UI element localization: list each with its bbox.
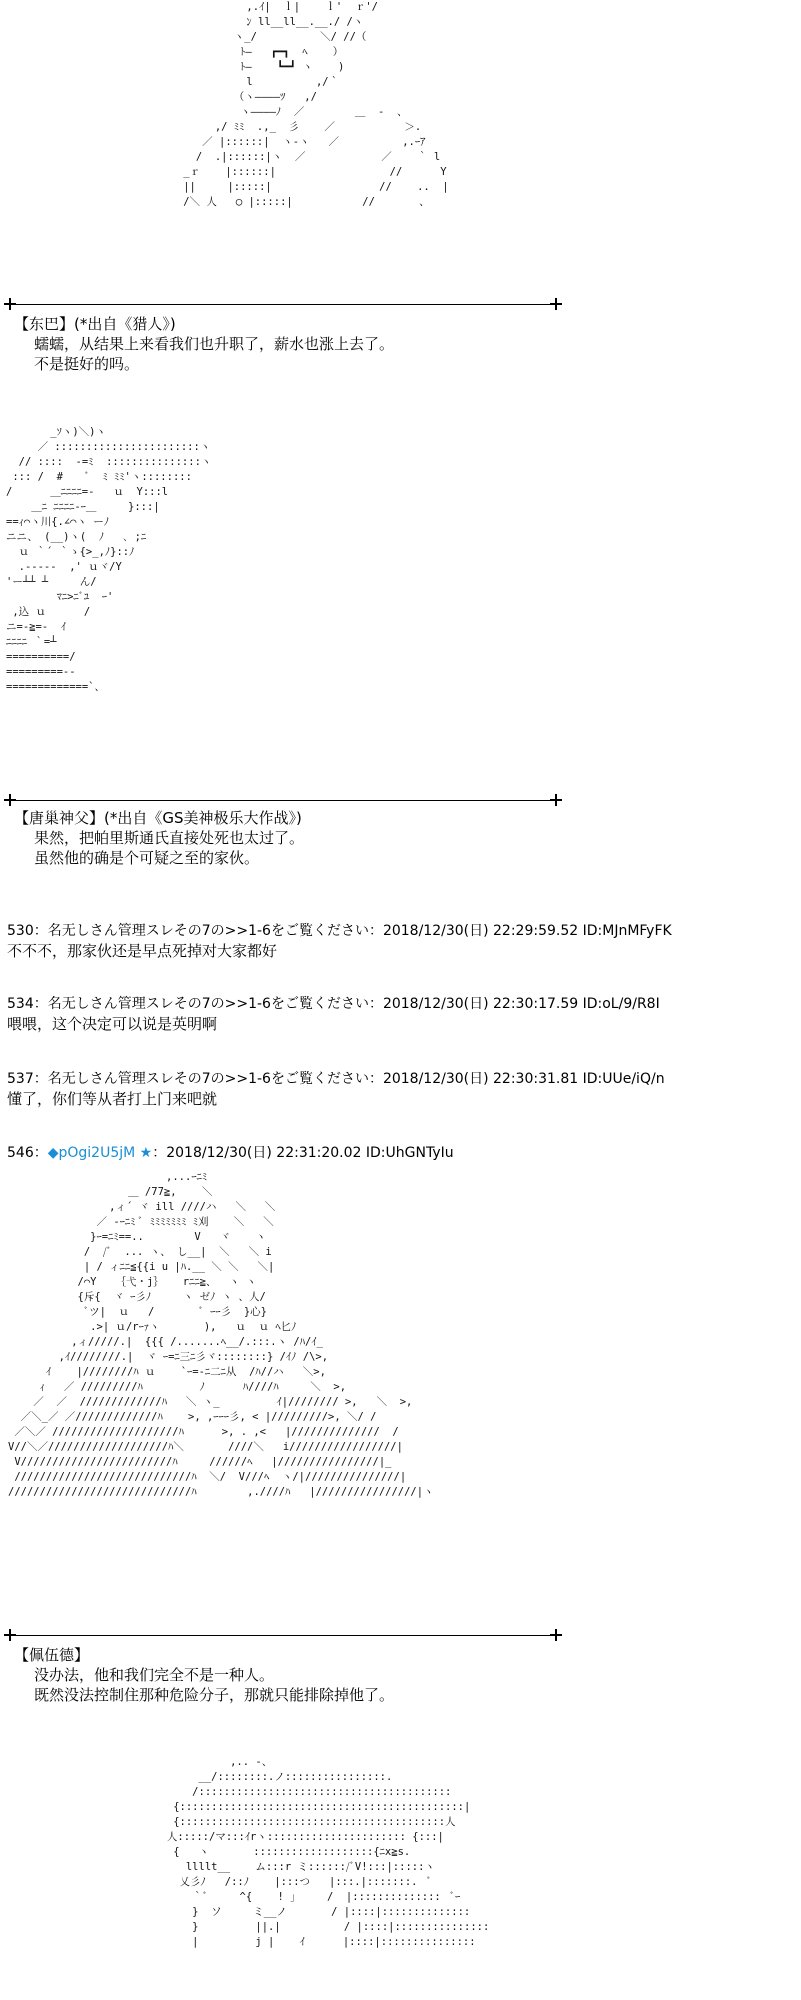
caption-dongba bbox=[14, 314, 394, 374]
caption-line: 没办法，他和我们完全不是一种人。 bbox=[34, 1666, 275, 1684]
divider-line bbox=[10, 800, 560, 801]
caption-speaker: 【唐巢神父】(*出自《GS美神极乐大作战》) bbox=[14, 809, 302, 827]
caption-line: 既然没法控制住那种危险分子，那就只能排除掉他了。 bbox=[34, 1686, 395, 1704]
caption-speaker: 【佩伍德】 bbox=[14, 1646, 90, 1664]
op-post-header bbox=[7, 1144, 454, 1162]
post-body: 懂了，你们等从者打上门来吧就 bbox=[7, 1090, 218, 1108]
caption-line: 果然，把帕里斯通氏直接处死也太过了。 bbox=[34, 829, 305, 847]
post-meta: ：2018/12/30(日) 22:31:20.02 ID:UhGNTyIu bbox=[152, 1145, 454, 1161]
ascii-art-figure: ,.. -、 __/::::::::.ノ::::::::::::::::. /:::::::::::::::::::::::::::::::::::::::: {:::::::::::::::::::::::::::::::::::::::::::::| {::::::::::::::::::::::::::::::::::::::::::人 人:::::/マ:::ｲrヽ:::::::::::::::::::::: {:::| { ヽ :::::::::::::::::::{ﾆx≧s. llllt__ ム:::r ミ::::::/ﾞV!:::|:::::ヽ 乂彡ﾉ /::ﾉ |:::つ |:::.|:::::::. ﾞ ｀ﾞ ^{ ! ｣ / |:::::::::::::: ﾞｰ } ソ ミ__ノ / |::::|:::::::::::::: } ||.| / |::::|::::::::::::::: | j | ｲ |::::|::::::::::::::: bbox=[166, 1756, 490, 1948]
divider-cross-right bbox=[550, 298, 562, 310]
divider-line bbox=[10, 1635, 560, 1636]
caption-line: 虽然他的确是个可疑之至的家伙。 bbox=[34, 849, 260, 867]
post-number: 546： bbox=[7, 1145, 48, 1161]
ascii-art-pewood: ,...ｰﾆﾐ ＿ /77≧, ＼ ,ィ´ ヾ ill ////ハ ＼ ＼ ／ -ｰﾆﾐ ﾞ ﾐﾐﾐﾐﾐﾐﾐ ﾐ刈 ＼ ＼ }ｰ=ﾆﾐ==.. V ヾ ヽ / /ﾞ ... ヽ、 し__| ＼ ＼ i | / ィﾆﾆ≦{{i u |ﾊ.__ ＼ ＼ ＼| /⌒Y ｛弋・j｝ rﾆﾆ≧、 ヽ ヽ {斥{ ヾ ｰ彡ﾉ ヽ ゼﾉ ヽ 、人/ ﾞツ| ｕ / ﾞ ｰｰ彡 }心} .>| ｕ/rｰｧヽ ), ｕ ｕ ﾍ匕ﾉ ,ィ/////.| {{{ /.......ﾍ__/.:::.ヽ /ﾊ/ｲ_ ,ｲ////////.| ヾ ｰ=ﾆ三ﾆ彡ヾ::::::::} /ｲﾉ /\>, ｲ |////////ﾊ ｕ `ｰ=-ﾆ二ﾆ从 /ﾊ//ハ ＼>, ｨ ／ /////////ﾊ ﾉ ﾊ////ﾊ ＼ >, ／ ／ /////////////ﾊ ＼ ヽ_ ｲ|//////// >, ＼ >, ／＼_／ ／/////////////ﾊ >, ,ｰｰｰ彡, < |/////////>, ＼/ / ／＼／ ////////////////////ﾊ >, . ,< |////////////// / V//＼／///////////////////ﾊ＼ ////＼ i/////////////////| V////////////////////////ﾊ //////ﾍ |////////////////|_ ////////////////////////////ﾊ ＼/ V///ﾍ ヽ/|///////////////| /////////////////////////////ﾊ ,.////ﾊ |////////////////|ヽ bbox=[8, 1171, 434, 1498]
divider-line bbox=[10, 304, 560, 305]
caption-priest bbox=[14, 808, 304, 868]
post-header: 534：名无しさん管理スレその7の>>1-6をご覧ください：2018/12/30(日) 22:30:17.59 ID:oL/9/R8I bbox=[7, 996, 660, 1012]
caption-speaker: 【东巴】(*出自《猎人》) bbox=[14, 315, 176, 333]
divider-cross-left bbox=[4, 298, 16, 310]
ascii-art-dongba: ,.ｲ| ｌ| ｌ' ｒ'/ ﾝ ll__ll__.__./ /ヽ ヽ_/ ＼/ //（ ﾄ― ┏━┓ ﾍ ） ﾄ― ┗━┛ ヽ ) l ,/｀ （ヽ――――ﾂ ,/ ヽ――――ﾉ ／ ＿ - 、 ,/ ﾐﾐ .,_ 彡 ／ ＞. ／ |::::::| ヽ-ヽ ／ ,.ｰｱ / .|::::::|ヽ ／ ／ ｀ l _ｒ |::::::| // Y || |:::::| // .. | /＼ 人 ◯ |:::::| // 、 bbox=[183, 1, 449, 208]
tripcode-link[interactable]: ◆pOgi2U5jM bbox=[47, 1145, 136, 1161]
divider-cross-left bbox=[4, 1629, 16, 1641]
post-header: 530：名无しさん管理スレその7の>>1-6をご覧ください：2018/12/30(日) 22:29:59.52 ID:MJnMFyFK bbox=[7, 923, 672, 939]
ascii-art-priest: _ｿヽ)＼)ヽ ／ :::::::::::::::::::::::ヽ // :::: -=ﾐ :::::::::::::::ヽ ::: / # ﾞ ﾐ ﾐﾐ'ヽ:::::::: / ＿ﾆﾆﾆﾆ=- ｕ Y:::l ＿ﾆ ﾆﾆﾆﾆ-ｰ＿ }:::| ==ｨ⌒ヽ川{.∠⌒ヽ ーﾉ ニニ、 (__)ヽ( ﾉ ､ ;ﾆ ｕ ｀´ ｀ゝ{>_,ﾉ}::ﾉ .----- ,' ｕヾ/Y 'ー┴┴ ┴ ん/ ﾏﾆ>ﾆﾞﾕ ｰ' ,込 ｕ / ニ=-≧=- ｲ ﾆﾆﾆﾆ ｀=┴ ==========/ =========-- =============`、 bbox=[6, 426, 212, 693]
post-body: 喂喂，这个决定可以说是英明啊 bbox=[7, 1015, 218, 1033]
divider-cross-right bbox=[550, 1629, 562, 1641]
caption-pewood bbox=[14, 1645, 394, 1705]
divider-cross-left bbox=[4, 794, 16, 806]
post-header: 537：名无しさん管理スレその7の>>1-6をご覧ください：2018/12/30(日) 22:30:31.81 ID:UUe/iQ/n bbox=[7, 1071, 665, 1087]
star-icon: ★ bbox=[139, 1145, 153, 1161]
caption-line: 不是挺好的吗。 bbox=[34, 355, 140, 373]
caption-line: 蠕蠕，从结果上来看我们也升职了，薪水也涨上去了。 bbox=[34, 335, 395, 353]
divider-cross-right bbox=[550, 794, 562, 806]
post-body: 不不不，那家伙还是早点死掉对大家都好 bbox=[7, 942, 278, 960]
